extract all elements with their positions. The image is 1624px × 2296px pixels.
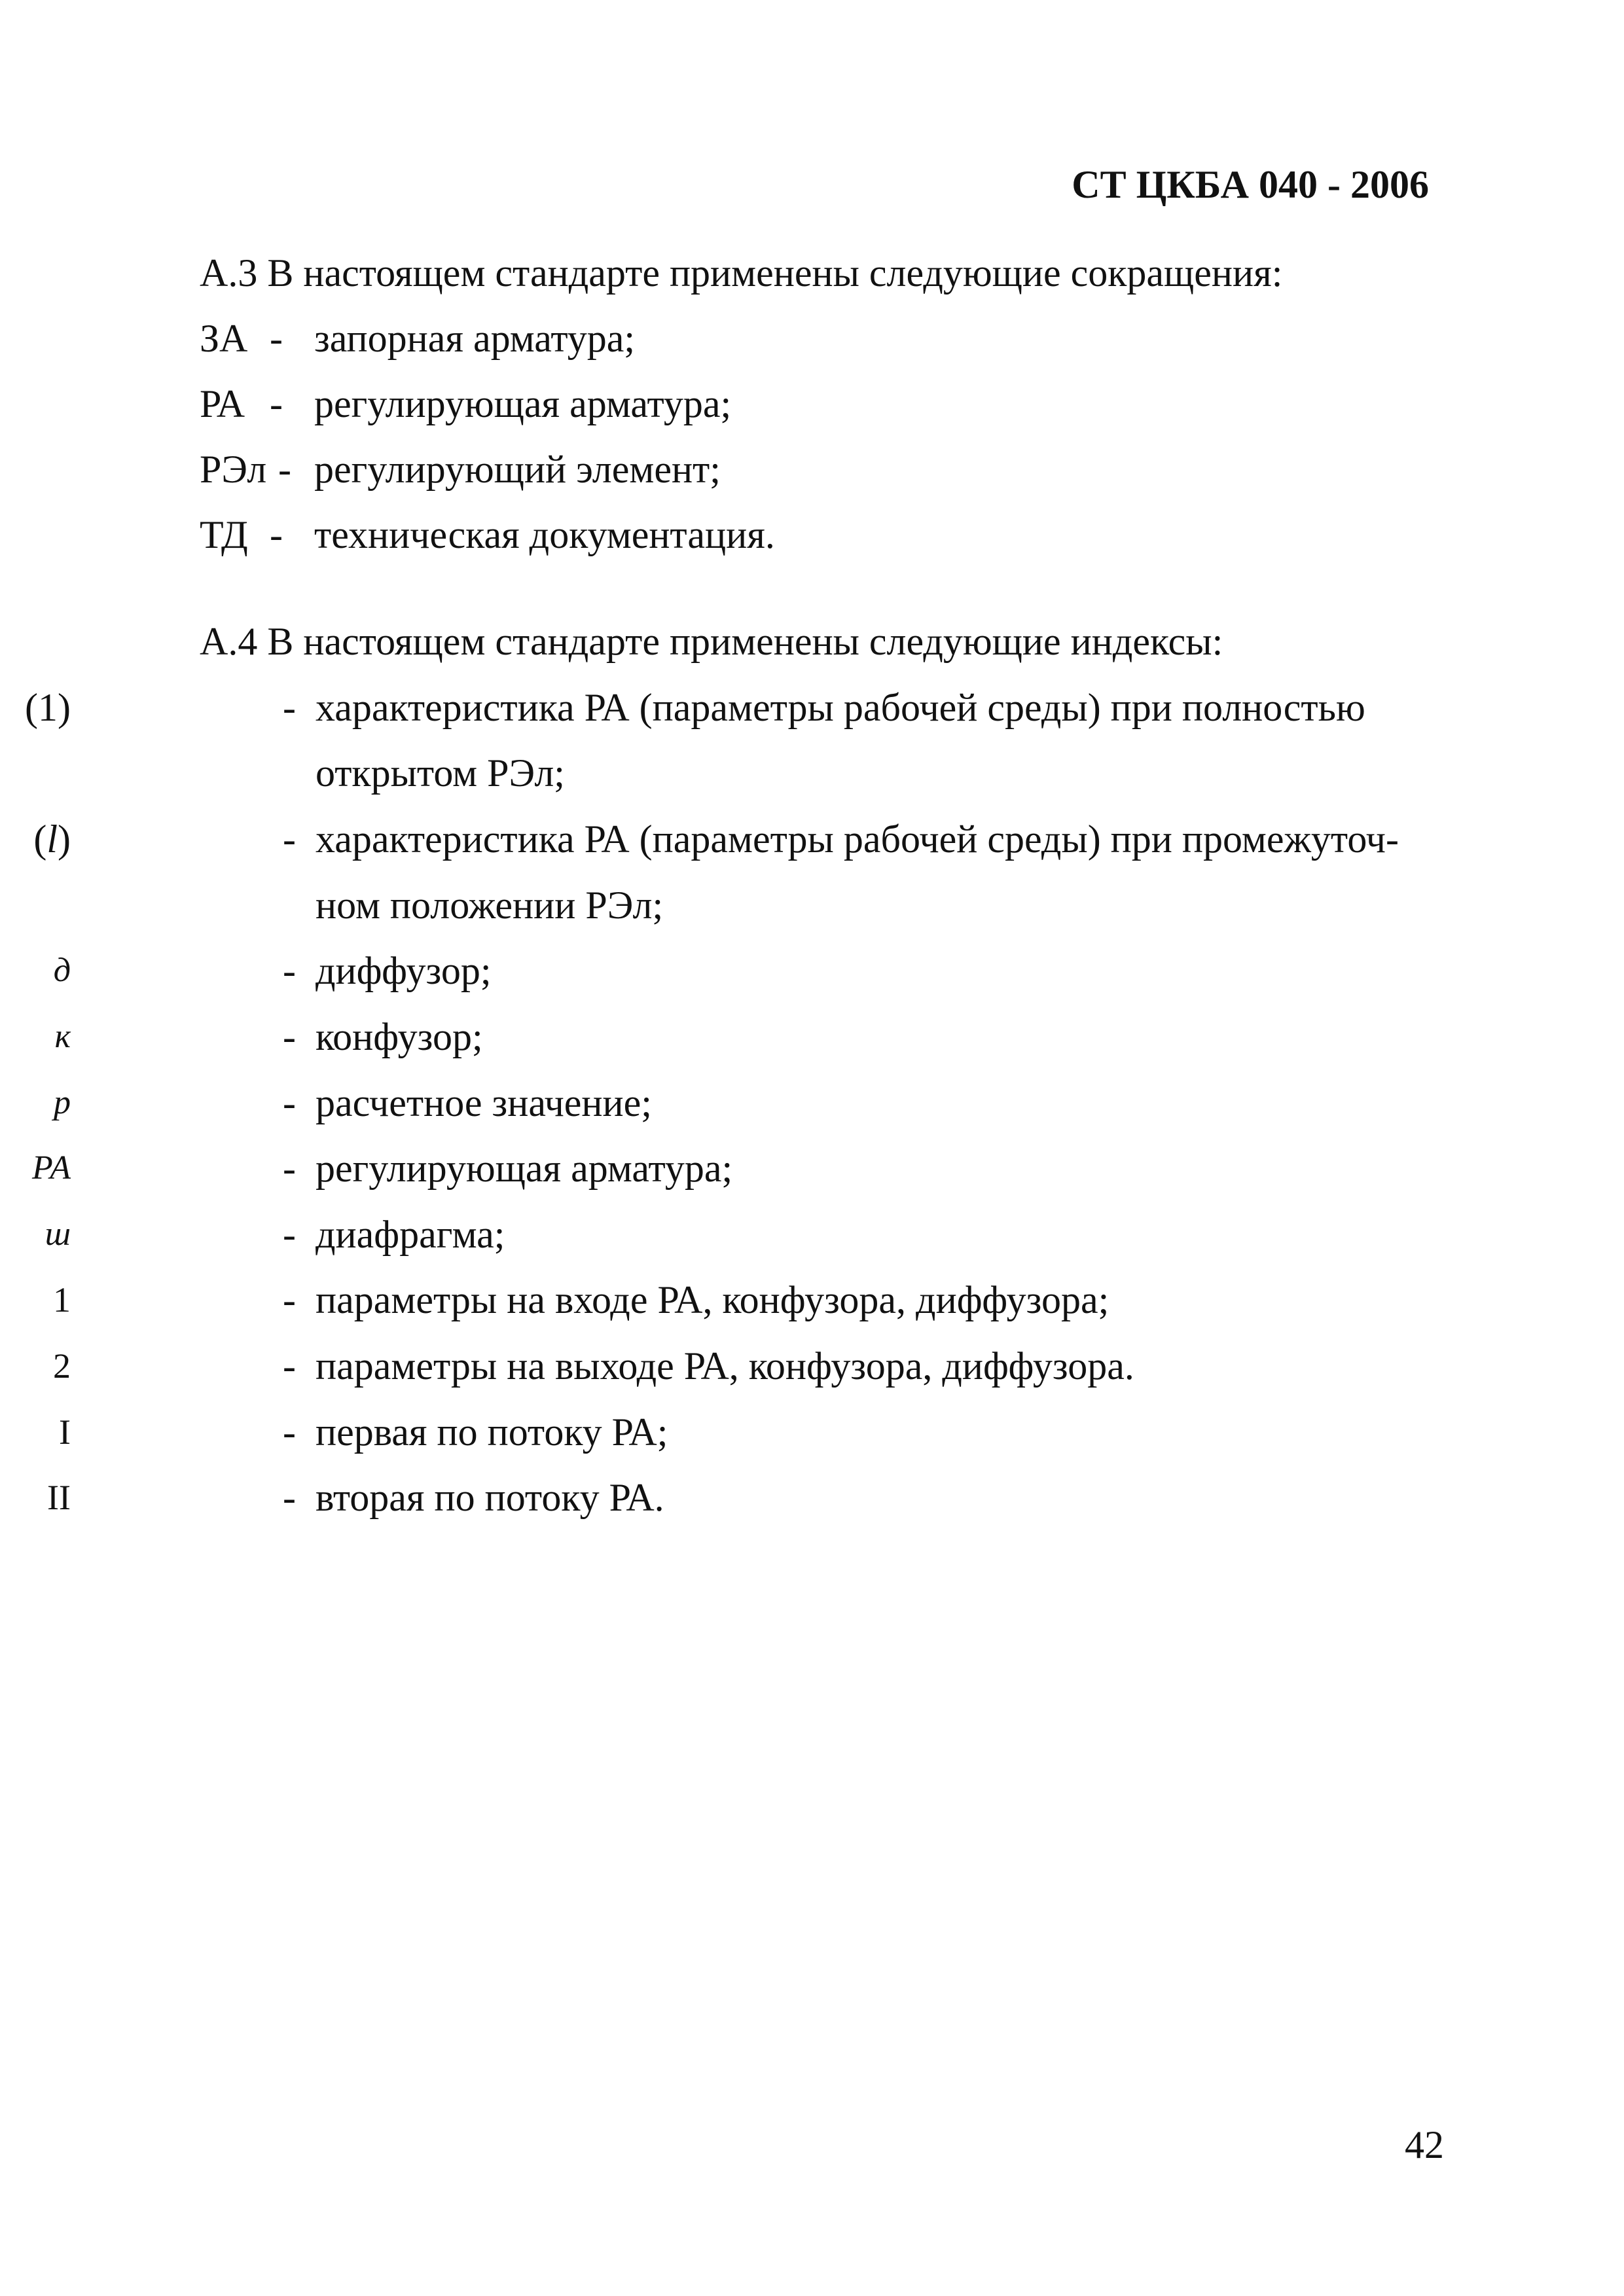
index-row: [0, 1403, 1440, 1462]
index-row: [0, 941, 1440, 1000]
abbreviation-definition: регулирующий элемент;: [314, 448, 721, 491]
index-row: [0, 1468, 1440, 1527]
index-row: [0, 1139, 1440, 1198]
index-definition: вторая по потоку РА.: [316, 1476, 664, 1519]
index-definition: расчетное значение;: [316, 1081, 652, 1124]
abbreviation-dash: -: [270, 317, 283, 360]
index-definition: характеристика РА (параметры рабочей среды) при промежуточ-: [316, 817, 1399, 861]
index-dash: -: [283, 1476, 296, 1519]
abbreviation-term: РА: [200, 382, 245, 425]
index-dash: -: [283, 1015, 296, 1058]
index-dash: -: [283, 1213, 296, 1256]
index-dash: -: [283, 1278, 296, 1321]
index-definition-continuation: открытом РЭл;: [316, 751, 565, 795]
index-term: к: [54, 1018, 71, 1055]
document-code-header: СТ ЦКБА 040 - 2006: [1072, 163, 1429, 206]
index-term: 2: [53, 1346, 71, 1386]
index-definition: диффузор;: [316, 949, 492, 992]
index-term: ш: [45, 1215, 71, 1253]
abbreviation-row: [0, 374, 1440, 433]
index-definition: диафрагма;: [316, 1213, 505, 1256]
index-dash: -: [283, 1410, 296, 1454]
index-row: [0, 1073, 1440, 1132]
index-row: [0, 1270, 1440, 1329]
index-row: [0, 1336, 1440, 1395]
abbreviation-term: РЭл: [200, 448, 267, 491]
abbreviation-definition: техническая документация.: [314, 513, 775, 556]
index-definition: параметры на входе РА, конфузора, диффузора;: [316, 1278, 1110, 1321]
index-dash: -: [283, 817, 296, 861]
section-a4-intro: А.4 В настоящем стандарте применены следующие индексы:: [200, 620, 1223, 663]
abbreviation-row: [0, 440, 1440, 499]
abbreviation-row: [0, 309, 1440, 368]
abbreviation-dash: -: [278, 448, 291, 491]
index-term: (1): [25, 686, 71, 729]
index-term: д: [53, 952, 71, 989]
index-term: (l): [33, 817, 71, 861]
index-row: [0, 1205, 1440, 1264]
section-a3-intro: А.3 В настоящем стандарте применены следующие сокращения:: [200, 251, 1283, 295]
index-definition-continuation: ном положении РЭл;: [316, 884, 664, 927]
index-dash: -: [283, 686, 296, 729]
abbreviation-definition: регулирующая арматура;: [314, 382, 732, 425]
index-dash: -: [283, 1147, 296, 1190]
index-row: [0, 678, 1440, 737]
index-term: р: [54, 1084, 71, 1121]
abbreviation-dash: -: [270, 513, 283, 556]
index-definition: характеристика РА (параметры рабочей среды) при полностью: [316, 686, 1365, 729]
index-term: РА: [32, 1149, 71, 1187]
index-definition: параметры на выходе РА, конфузора, диффузора.: [316, 1344, 1134, 1388]
abbreviation-term: ЗА: [200, 317, 248, 360]
index-definition: регулирующая арматура;: [316, 1147, 733, 1190]
index-term: I: [59, 1412, 71, 1452]
index-term-italic-l: l: [46, 817, 58, 861]
abbreviation-dash: -: [270, 382, 283, 425]
index-row: [0, 810, 1440, 869]
index-term: II: [47, 1478, 71, 1517]
index-term: 1: [53, 1280, 71, 1319]
index-dash: -: [283, 1344, 296, 1388]
abbreviation-definition: запорная арматура;: [314, 317, 636, 360]
index-row: [0, 1007, 1440, 1066]
index-definition: первая по потоку РА;: [316, 1410, 668, 1454]
index-dash: -: [283, 949, 296, 992]
page-number: 42: [1405, 2123, 1444, 2166]
abbreviation-term: ТД: [200, 513, 248, 556]
index-dash: -: [283, 1081, 296, 1124]
abbreviation-row: [0, 505, 1440, 564]
index-definition: конфузор;: [316, 1015, 483, 1058]
